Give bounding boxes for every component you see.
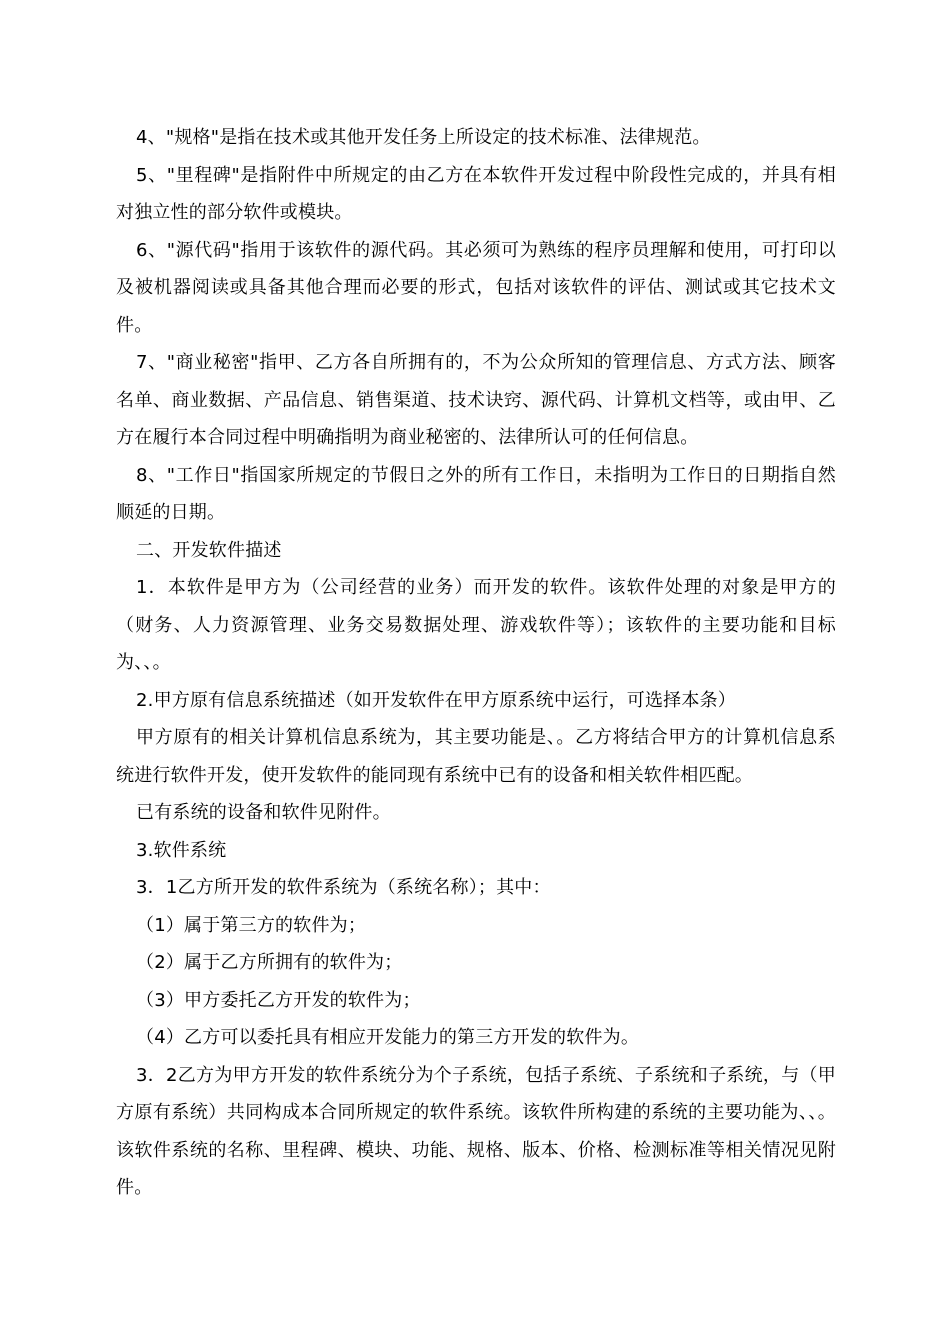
clause-3-2: 3．2乙方为甲方开发的软件系统分为个子系统，包括子系统、子系统和子系统，与（甲方原有系统）共同构成本合同所规定的软件系统。该软件所构建的系统的主要功能为、、。该软件系统的名称、里程碑、模块、功能、规格、版本、价格、检测标准等相关情况见附件。: [116, 1064, 836, 1198]
list-item-4: （4）乙方可以委托具有相应开发能力的第三方开发的软件为。: [136, 1027, 640, 1048]
definition-trade-secret: 7、"商业秘密"指甲、乙方各自所拥有的，不为公众所知的管理信息、方式方法、顾客名单、商业数据、产品信息、销售渠道、技术诀窍、源代码、计算机文档等，或由甲、乙方在履行本合同过程中明确指明为商业秘密的、法律所认可的任何信息。: [116, 352, 836, 448]
definition-spec: 4、"规格"是指在技术或其他开发任务上所设定的技术标准、法律规范。: [136, 127, 711, 148]
clause-2-body: 甲方原有的相关计算机信息系统为，其主要功能是、。乙方将结合甲方的计算机信息系统进行软件开发，使开发软件的能同现有系统中已有的设备和相关软件相匹配。: [116, 727, 836, 786]
clause-2-note: 已有系统的设备和软件见附件。: [136, 802, 391, 823]
document-body: [116, 119, 836, 1207]
list-item-3: （3）甲方委托乙方开发的软件为；: [136, 989, 421, 1011]
clause-3-heading: 3.软件系统: [136, 839, 227, 861]
definition-workday: 8、"工作日"指国家所规定的节假日之外的所有工作日，未指明为工作日的日期指自然顺延的日期。: [116, 464, 836, 523]
clause-3-1: 3．1乙方所开发的软件系统为（系统名称）；其中：: [136, 877, 551, 898]
clause-2-heading: 2.甲方原有信息系统描述（如开发软件在甲方原系统中运行，可选择本条）: [136, 689, 736, 711]
definition-source-code: 6、"源代码"指用于该软件的源代码。其必须可为熟练的程序员理解和使用，可打印以及被机器阅读或具备其他合理而必要的形式，包括对该软件的评估、测试或其它技术文件。: [116, 239, 836, 336]
clause-1: 1．本软件是甲方为（公司经营的业务）而开发的软件。该软件处理的对象是甲方的（财务、人力资源管理、业务交易数据处理、游戏软件等）；该软件的主要功能和目标为、、。: [116, 577, 836, 673]
list-item-2: （2）属于乙方所拥有的软件为；: [136, 952, 403, 973]
section-heading: 二、开发软件描述: [136, 539, 282, 561]
list-item-1: （1）属于第三方的软件为；: [136, 914, 367, 936]
definition-milestone: 5、"里程碑"是指附件中所规定的由乙方在本软件开发过程中阶段性完成的，并具有相对独立性的部分软件或模块。: [116, 164, 836, 223]
